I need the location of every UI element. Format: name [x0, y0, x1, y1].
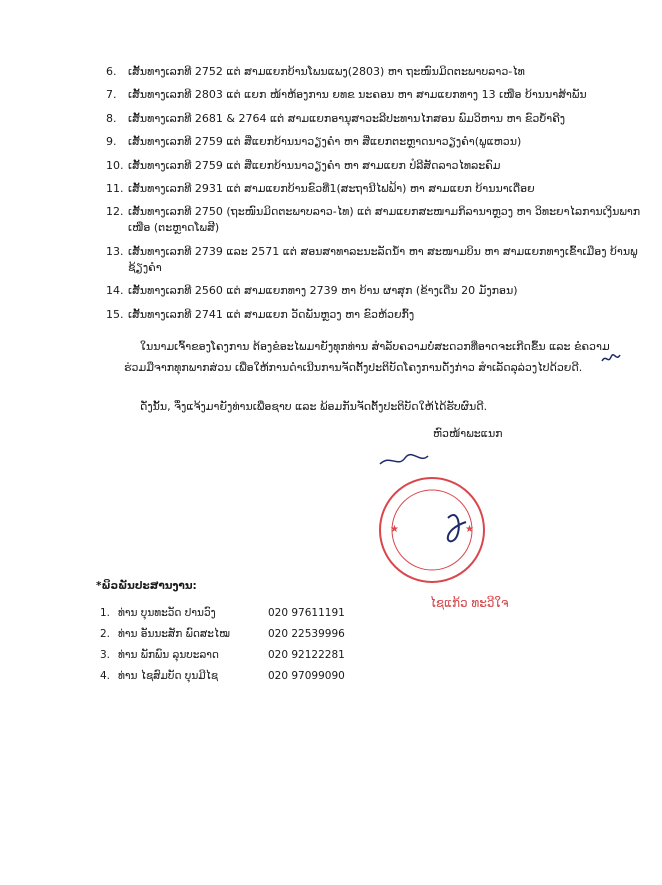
paragraph-apology: ໃນນາມເຈົ້າຂອງໂຄງການ ຕ້ອງຂໍອະໄພມາຍັງທຸກທ່ານ ສຳລັບຄວາມບໍ່ສະດວກທີ່ອາດຈະເກີດຂຶ້ນ ແລະ ຂໍຄວາມຮ່ວມມືຈາກທຸກພາກສ່ວນ ເພື່ອໃຫ້ການດຳເນີນການຈັດຕັ້ງປະຕິບັດໂຄງການດັ່ງກ່າວ ສຳເລັດລຸລ່ວງໄປດ້ວຍດີ. — [124, 340, 610, 374]
svg-text:★: ★ — [465, 524, 474, 535]
item-number: 14. — [106, 284, 124, 298]
item-number: 9. — [106, 135, 117, 149]
contact-number: 1. — [100, 607, 111, 619]
signatory-name: ໄຊແກ້ວ ທະວີໃຈ — [430, 596, 509, 610]
item-number: 12. — [106, 205, 124, 219]
paragraph-notice: ດັ່ງນັ້ນ, ຈຶ່ງແຈ້ງມາຍັງທ່ານເພື່ອຊາບ ແລະ ພ້ອມກັນຈັດຕັ້ງປະຕິບັດໃຫ້ໄດ້ຮັບຜົນດີ. — [140, 400, 488, 413]
contact-name: ທ່ານ ອັນນະສັກ ພົດສະໄໝ — [118, 628, 230, 640]
contact-phone: 020 97611191 — [268, 607, 345, 619]
contacts-title: *ພິວພັນປະສານງານ: — [96, 580, 197, 592]
official-stamp-icon — [370, 450, 490, 590]
item-text: ເສັ້ນທາງເລກທີ 2750 (ຖະໜົນມິດຕະພາບລາວ-ໄທ) ແຕ່ ສາມແຍກສະໜາມກິລານາຫຼວງ ຫາ ວິທະຍາໄລການເງິນພາກເໜືອ (ຕະຫຼາດໂພສີ) — [128, 205, 641, 235]
list-item — [106, 283, 646, 299]
list-item — [106, 158, 646, 174]
item-text: ເສັ້ນທາງເລກທີ 2759 ແຕ່ ສີ່ແຍກບ້ານນາວຽງຄຳ ຫາ ສີ່ແຍກຕະຫຼາດນາວຽງຄຳ(ພູແຫວນ) — [128, 135, 522, 149]
contact-row — [100, 666, 378, 687]
signatory-title: ຫົວໜ້າພະແນກ — [433, 427, 503, 440]
item-text: ເສັ້ນທາງເລກທີ 2739 ແລະ 2571 ແຕ່ ສອນສາທາລະນະລັດນ້ຳ ຫາ ສະໜາມບິນ ຫາ ສາມແຍກທາງເຂົ້າເມືອງ ບ້ານພູຊ້ຽງຄຳ — [128, 244, 638, 274]
item-text: ເສັ້ນທາງເລກທີ 2741 ແຕ່ ສາມແຍກ ວັດພັນຫຼວງ ຫາ ຂົວຫ້ວຍກົ້ງ — [128, 307, 415, 321]
item-text: ເສັ້ນທາງເລກທີ 2560 ແຕ່ ສາມແຍກທາງ 2739 ຫາ ບ້ານ ຜາສຸກ (ຂ້າງເດີ່ນ 20 ມັງກອນ) — [128, 284, 518, 298]
contact-name: ທ່ານ ບຸນທະວັດ ປານວົງ — [118, 607, 216, 619]
contact-row — [100, 624, 378, 645]
item-text: ເສັ້ນທາງເລກທີ 2803 ແຕ່ ແຍກ ໜ້າຫ້ອງການ ຍທຂ ນະຄອນ ຫາ ສາມແຍກທາງ 13 ເໜືອ ບ້ານນາສ້າພັນ — [128, 88, 587, 102]
item-text: ເສັ້ນທາງເລກທີ 2681 & 2764 ແຕ່ ສາມແຍກອານຸສາວະລີປະທານໄກສອນ ພົມວິຫານ ຫາ ຂົວບ້ຳຄີງ — [128, 111, 566, 125]
contact-phone: 020 97099090 — [268, 670, 345, 682]
item-number: 8. — [106, 111, 117, 125]
contact-phone: 020 22539996 — [268, 628, 345, 640]
list-item — [106, 307, 646, 323]
list-item — [106, 64, 646, 80]
item-text: ເສັ້ນທາງເລກທີ 2759 ແຕ່ ສີ່ແຍກບ້ານນາວຽງຄຳ ຫາ ສາມແຍກ ປໍລີສັດລາວໄທລະຄົມ — [128, 158, 501, 172]
item-text: ເສັ້ນທາງເລກທີ 2752 ແຕ່ ສາມແຍກບ້ານໂພນແພງ(2803) ຫາ ຖະໜົນມິດຕະພາບລາວ-ໄທ — [128, 65, 525, 78]
item-text: ເສັ້ນທາງເລກທີ 2931 ແຕ່ ສາມແຍກບ້ານຂົວທີ່1(ສະຖານີໄຟຟ້າ) ຫາ ສາມແຍກ ບ້ານນາເດື່ອຍ — [128, 181, 535, 195]
item-number: 11. — [106, 181, 124, 195]
item-number: 10. — [106, 158, 124, 172]
signature-stamp-area — [370, 450, 490, 590]
svg-text:★: ★ — [390, 524, 399, 535]
list-item — [106, 87, 646, 103]
list-item — [106, 111, 646, 127]
contacts-list — [100, 603, 378, 687]
contact-name: ທ່ານ ພັກພົນ ລຸນບະລາດ — [118, 649, 219, 661]
contact-number: 2. — [100, 628, 111, 640]
item-number: 6. — [106, 65, 117, 78]
list-item — [106, 181, 646, 197]
route-list — [106, 64, 646, 330]
contact-name: ທ່ານ ໄຊສົມບັດ ບຸນມີໄຊ — [118, 670, 218, 682]
initials-mark-icon — [600, 352, 622, 366]
list-item — [106, 204, 646, 236]
list-item — [106, 244, 646, 276]
contact-phone: 020 92122281 — [268, 649, 345, 661]
contact-row — [100, 603, 378, 624]
list-item — [106, 134, 646, 150]
item-number: 7. — [106, 88, 117, 102]
contact-number: 4. — [100, 670, 111, 682]
contact-row — [100, 645, 378, 666]
item-number: 15. — [106, 307, 124, 321]
item-number: 13. — [106, 244, 124, 258]
contact-number: 3. — [100, 649, 111, 661]
